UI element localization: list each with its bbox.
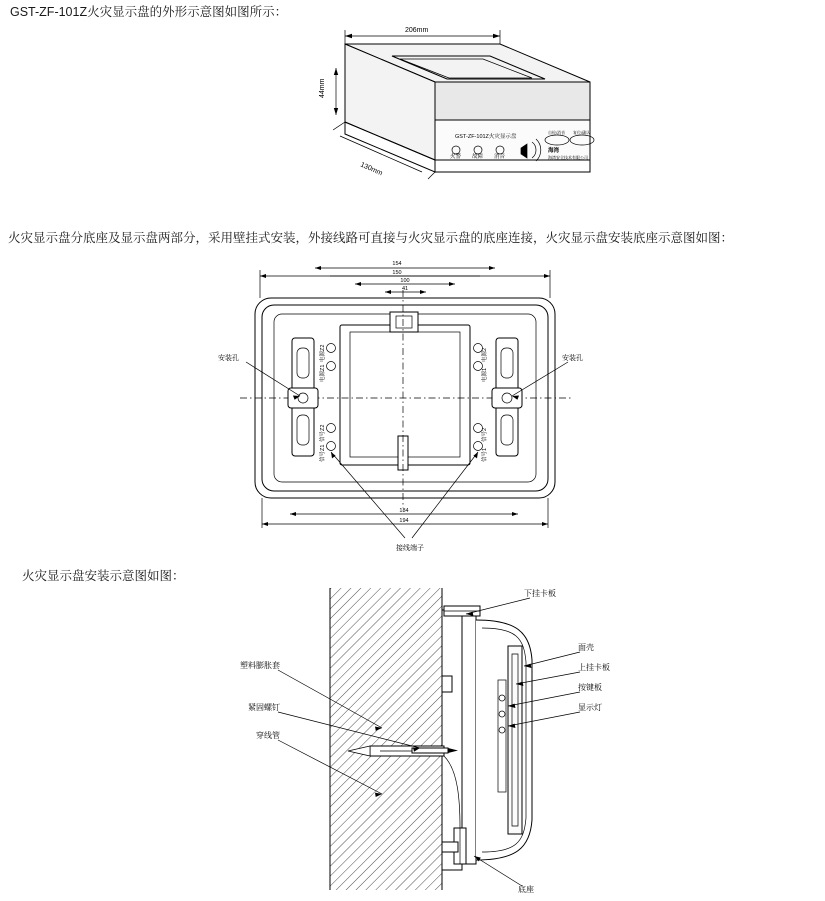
indicator-label-3: 消音 — [494, 154, 506, 160]
callout-base — [474, 856, 534, 894]
figure-outline — [200, 20, 660, 220]
lower-card-board — [444, 606, 480, 616]
connector-upper — [442, 676, 452, 692]
terminal-label-r-power1: 电源1 — [482, 367, 488, 382]
dimension-width — [345, 27, 500, 44]
dimension-top-chain — [260, 261, 550, 298]
caption-install: 火灾显示盘安装示意图如图： — [22, 569, 185, 583]
label-base: 底座 — [518, 885, 534, 894]
cable — [444, 756, 460, 828]
terminal-label-r-sig1: 信号1 — [482, 447, 488, 462]
button-selftest-label: 自检/消音 — [548, 130, 566, 135]
brand-text: 海湾 — [548, 148, 560, 154]
panel-title: GST-ZF-101Z火灾显示盘 — [455, 134, 517, 140]
case-bottom-band — [435, 160, 590, 172]
module-connector — [390, 312, 418, 332]
connector-lower — [442, 842, 458, 852]
brand-sub-text: 海湾安全技术有限公司 — [548, 155, 588, 160]
label-conduit: 穿线管 — [256, 731, 280, 740]
label-plastic-sleeve: 塑料膨胀套 — [240, 661, 280, 670]
dim-194: 194 — [399, 518, 409, 524]
front-panel — [435, 120, 594, 161]
dimension-height — [319, 68, 338, 115]
terminal-label-r-sig2: 信号2 — [482, 427, 488, 442]
caption-outline: GST-ZF-101Z火灾显示盘的外形示意图如图所示： — [10, 5, 288, 19]
button-reset-label: 复位/确认 — [573, 130, 591, 135]
dimension-bottom-chain — [262, 498, 548, 528]
label-key-board: 按键板 — [578, 683, 602, 692]
terminal-label-power1: 电源Z1 — [320, 364, 326, 382]
dim-150: 150 — [392, 270, 402, 276]
terminal-label-power2: 电源Z2 — [320, 344, 326, 362]
callout-terminals-text: 接线端子 — [396, 545, 424, 552]
indicator-label-1: 火警 — [450, 154, 462, 160]
terminal-label-sig2: 信号Z2 — [320, 424, 326, 442]
mounting-bracket-left — [288, 338, 318, 456]
label-lamp: 显示灯 — [578, 703, 602, 712]
expansion-assembly — [348, 746, 458, 756]
figure-install — [230, 580, 650, 900]
caption-base: 火灾显示盘分底座及显示盘两部分，采用壁挂式安装，外接线路可直接与火灾显示盘的底座连接，火灾显示盘安装底座示意图如图： — [8, 231, 734, 245]
dim-height-text: 44mm — [319, 78, 326, 98]
callout-hole-left-text: 安装孔 — [218, 355, 239, 362]
dim-100: 100 — [400, 278, 410, 284]
label-cover: 面壳 — [578, 643, 594, 652]
label-upper-card: 上挂卡板 — [578, 663, 610, 672]
label-lower-card: 下挂卡板 — [524, 589, 556, 598]
terminals-left — [318, 344, 336, 463]
wall-hatch — [330, 588, 442, 890]
callout-hole-right-text: 安装孔 — [562, 355, 583, 362]
terminal-label-r-power2: 电源2 — [482, 347, 488, 362]
terminals-right — [474, 344, 489, 463]
dim-184: 184 — [399, 508, 409, 514]
dim-154: 154 — [392, 261, 402, 267]
dim-width-text: 206mm — [405, 27, 429, 34]
indicator-label-2: 故障 — [472, 154, 484, 160]
figure-base — [200, 250, 620, 570]
label-screw: 紧固螺钉 — [248, 703, 280, 712]
terminal-label-sig1: 信号Z1 — [320, 444, 326, 462]
dim-depth-text: 130mm — [359, 161, 384, 178]
dim-41: 41 — [401, 286, 409, 292]
